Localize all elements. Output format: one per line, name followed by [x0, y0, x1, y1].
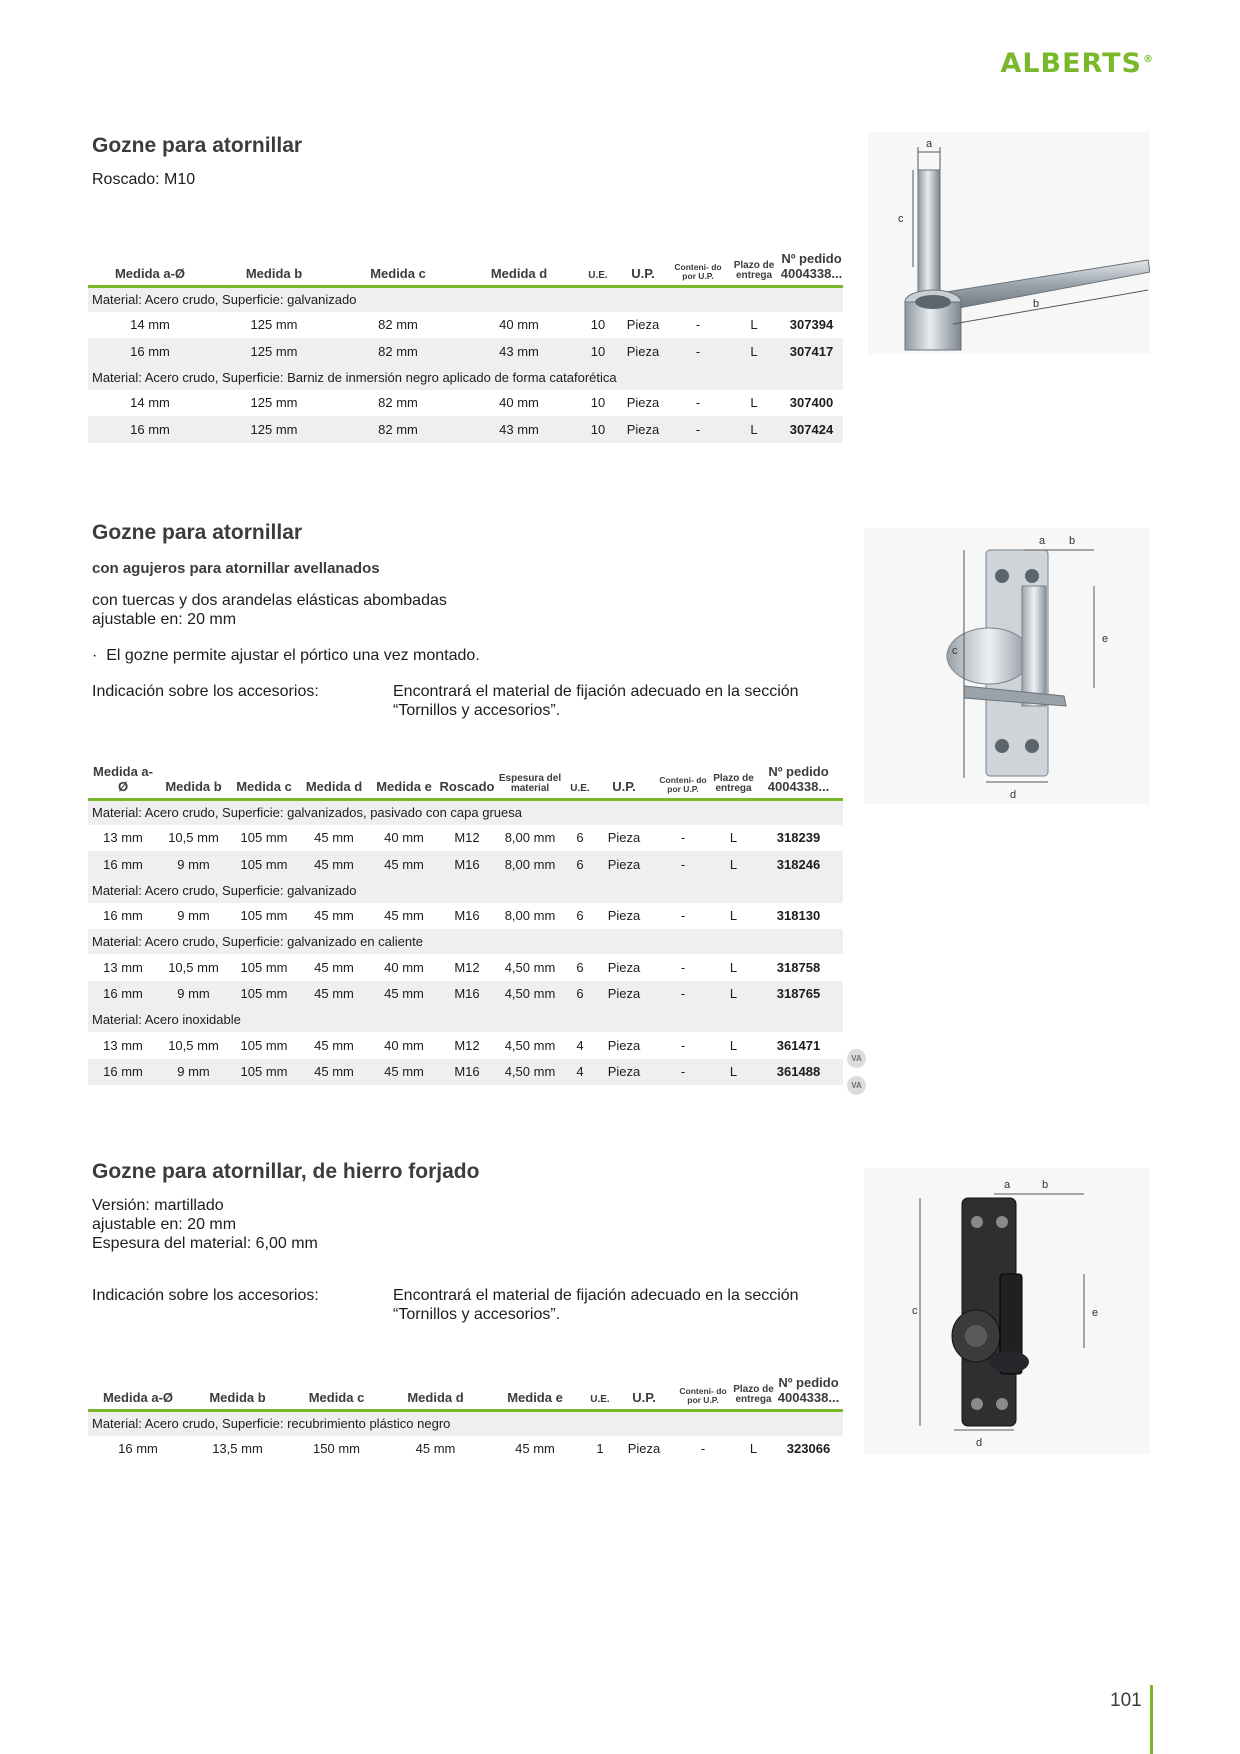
cell: 10 — [578, 416, 618, 443]
cell: L — [749, 1441, 758, 1457]
cell: 6 — [576, 908, 584, 924]
cell: 4 — [565, 1059, 595, 1086]
product-table-3 — [88, 1375, 843, 1462]
dim-label-a: a — [1039, 535, 1046, 547]
col-header: Conteni- do por U.P. — [659, 775, 707, 794]
table-row — [88, 825, 843, 852]
dim-label-e: e — [1092, 1307, 1099, 1319]
cell: - — [680, 1037, 686, 1053]
dim-label-c: c — [898, 213, 904, 225]
col-header: Medida e — [507, 1390, 563, 1405]
accessory-text: Encontrará el material de fijación adecuado en la sección “Tornillos y accesorios”. — [393, 683, 799, 719]
cell: 45 mm — [369, 981, 439, 1008]
cell: 13 mm — [103, 830, 143, 846]
cell: - — [680, 959, 686, 975]
col-header: Medida d — [490, 266, 548, 281]
cell: 4,50 mm — [495, 1059, 565, 1086]
product-image-forged-hinge — [864, 1168, 1150, 1454]
order-number: 318239 — [776, 830, 821, 846]
accessory-label: Indicación sobre los accesorios: — [92, 1287, 319, 1304]
material-row: Material: Acero crudo, Superficie: galvanizados, pasivado con capa gruesa — [88, 800, 843, 825]
col-header: Medida c — [308, 1390, 365, 1405]
cell: 9 mm — [158, 981, 229, 1008]
cell: M16 — [454, 908, 480, 924]
va-stainless-badge: VA — [847, 1049, 866, 1068]
col-header: U.P. — [631, 266, 655, 281]
cell: 105 mm — [229, 981, 299, 1008]
cell: - — [653, 851, 713, 878]
cell: 6 — [565, 981, 595, 1008]
cell: 45 mm — [299, 1059, 369, 1086]
spec-line: Roscado: M10 — [92, 171, 196, 188]
cell: 16 mm — [118, 1441, 158, 1457]
cell: 10,5 mm — [168, 1037, 219, 1053]
cell: Pieza — [626, 317, 660, 333]
table-row — [88, 1059, 843, 1086]
cell: L — [713, 981, 754, 1008]
order-number: 307417 — [780, 338, 843, 365]
cell: Pieza — [595, 851, 653, 878]
cell: 4,50 mm — [504, 1037, 556, 1053]
table-row — [88, 1032, 843, 1059]
section-2 — [92, 521, 844, 720]
cell: - — [695, 395, 701, 411]
cell: 40 mm — [384, 1037, 424, 1053]
product-image-hinge-plate — [864, 528, 1150, 804]
cell: 10 — [590, 317, 606, 333]
cell: 45 mm — [415, 1441, 456, 1457]
cell: 9 mm — [177, 908, 210, 924]
cell: 40 mm — [499, 317, 539, 333]
cell: 14 mm — [130, 317, 170, 333]
col-header: U.E. — [570, 783, 590, 794]
cell: - — [668, 338, 728, 365]
material-row: Material: Acero crudo, Superficie: recubrimiento plástico negro — [88, 1411, 843, 1436]
cell: 125 mm — [212, 416, 336, 443]
cell: M16 — [439, 981, 495, 1008]
order-number: 318758 — [776, 959, 821, 975]
material-row: Material: Acero crudo, Superficie: Barniz de inmersión negro aplicado de forma cataforética — [88, 365, 843, 390]
cell: 43 mm — [460, 338, 578, 365]
col-header: Nº pedido 4004338... — [777, 1375, 840, 1405]
order-number: 318765 — [754, 981, 843, 1008]
page-number-bar — [1150, 1685, 1153, 1754]
col-header: Plazo de entrega — [733, 1384, 774, 1405]
order-number: 318130 — [776, 908, 821, 924]
col-header: U.E. — [588, 270, 608, 281]
product-table-1 — [88, 251, 843, 443]
cell: Pieza — [607, 908, 641, 924]
cell: 10 — [590, 395, 606, 411]
cell: L — [729, 908, 738, 924]
bullet-text: El gozne permite ajustar el pórtico una vez montado. — [106, 647, 480, 664]
dim-label-c: c — [912, 1305, 918, 1317]
spec-line: Espesura del material: 6,00 mm — [92, 1235, 318, 1252]
spec-line: Versión: martillado — [92, 1197, 224, 1214]
section-title: Gozne para atornillar, de hierro forjado — [92, 1160, 480, 1183]
dim-label-b: b — [1033, 298, 1040, 310]
cell: 4,50 mm — [495, 981, 565, 1008]
cell: 16 mm — [103, 908, 143, 924]
col-header: Medida c — [370, 266, 426, 281]
cell: 105 mm — [240, 1037, 288, 1053]
cell: 13 mm — [103, 959, 143, 975]
spec-line: ajustable en: 20 mm — [92, 611, 237, 628]
dim-label-b: b — [1042, 1179, 1049, 1191]
cell: M12 — [454, 830, 480, 846]
cell: M12 — [454, 959, 480, 975]
cell: Pieza — [607, 830, 641, 846]
material-row: Material: Acero crudo, Superficie: galvanizado — [88, 287, 843, 312]
cell: L — [713, 851, 754, 878]
cell: - — [680, 830, 686, 846]
cell: 16 mm — [88, 981, 158, 1008]
cell: - — [653, 981, 713, 1008]
cell: 125 mm — [250, 317, 298, 333]
cell: 4,50 mm — [504, 959, 556, 975]
cell: 16 mm — [88, 416, 212, 443]
cell: 10,5 mm — [168, 959, 219, 975]
section-title: Gozne para atornillar — [92, 521, 303, 544]
cell: 125 mm — [212, 338, 336, 365]
cell: M16 — [439, 1059, 495, 1086]
section-3 — [92, 1160, 844, 1324]
cell: L — [729, 959, 738, 975]
cell: Pieza — [595, 1059, 653, 1086]
cell: L — [729, 830, 738, 846]
cell: 45 mm — [314, 959, 354, 975]
cell: 105 mm — [240, 830, 288, 846]
table-row — [88, 954, 843, 981]
col-header: U.P. — [632, 1390, 656, 1405]
order-number: 323066 — [786, 1441, 831, 1457]
cell: L — [750, 395, 758, 411]
cell: 1 — [596, 1441, 604, 1457]
order-number: 361471 — [776, 1037, 821, 1053]
hinge-plate-drawing — [864, 528, 1150, 804]
table-row — [88, 851, 843, 878]
cell: 4 — [576, 1037, 584, 1053]
cell: M12 — [454, 1037, 480, 1053]
cell: 105 mm — [229, 851, 299, 878]
table-header — [88, 764, 843, 800]
col-header: Medida b — [245, 266, 303, 281]
cell: Pieza — [618, 416, 668, 443]
table-row — [88, 338, 843, 365]
spec-line: ajustable en: 20 mm — [92, 1216, 237, 1233]
cell: 125 mm — [250, 395, 298, 411]
order-number: 307400 — [789, 395, 834, 411]
cell: Pieza — [627, 1441, 661, 1457]
cell: 16 mm — [88, 851, 158, 878]
table-row — [88, 312, 843, 339]
product-table-2 — [88, 764, 843, 1085]
col-header: Medida b — [209, 1390, 266, 1405]
col-header: Medida a-Ø — [114, 266, 186, 281]
table-row — [88, 416, 843, 443]
cell: 6 — [576, 959, 584, 975]
cell: L — [728, 416, 780, 443]
hinge-pin-drawing — [868, 132, 1150, 354]
cell: 105 mm — [229, 1059, 299, 1086]
dim-label-c: c — [952, 645, 958, 657]
material-row: Material: Acero crudo, Superficie: galvanizado en caliente — [88, 929, 843, 954]
cell: 82 mm — [336, 416, 460, 443]
cell: L — [728, 338, 780, 365]
col-header: Medida a-Ø — [102, 1390, 174, 1405]
cell: 14 mm — [130, 395, 170, 411]
product-image-hinge-pin — [868, 132, 1150, 354]
order-number: 307394 — [789, 317, 834, 333]
cell: L — [729, 1037, 738, 1053]
cell: M16 — [439, 851, 495, 878]
dim-label-a: a — [1004, 1179, 1011, 1191]
cell: 150 mm — [313, 1441, 360, 1457]
cell: 8,00 mm — [504, 830, 556, 846]
col-header: Nº pedido 4004338... — [767, 764, 830, 794]
page-number: 101 — [1110, 1690, 1142, 1711]
dim-label-d: d — [1010, 789, 1017, 801]
cell: 45 mm — [369, 851, 439, 878]
cell: 45 mm — [314, 1037, 354, 1053]
cell: 40 mm — [384, 959, 424, 975]
col-header: Medida d — [305, 779, 363, 794]
dim-label-e: e — [1102, 633, 1109, 645]
cell: 13,5 mm — [212, 1441, 263, 1457]
order-number: 318246 — [754, 851, 843, 878]
cell: 105 mm — [240, 908, 288, 924]
section-subtitle: con agujeros para atornillar avellanados — [92, 560, 380, 577]
cell: 82 mm — [336, 338, 460, 365]
cell: 40 mm — [384, 830, 424, 846]
cell: 9 mm — [158, 851, 229, 878]
bullet-item: · El gozne permite ajustar el pórtico una vez montado. — [92, 647, 480, 664]
cell: - — [653, 1059, 713, 1086]
material-row: Material: Acero crudo, Superficie: galvanizado — [88, 878, 843, 903]
col-header: Roscado — [439, 779, 495, 794]
table-header — [88, 1375, 843, 1411]
cell: 45 mm — [314, 908, 354, 924]
forged-hinge-drawing — [864, 1168, 1150, 1454]
cell: L — [750, 317, 758, 333]
cell: 40 mm — [499, 395, 539, 411]
cell: 8,00 mm — [495, 851, 565, 878]
cell: 6 — [576, 830, 584, 846]
cell: - — [680, 908, 686, 924]
col-header: Medida e — [376, 779, 432, 794]
cell: 45 mm — [314, 830, 354, 846]
col-header: Medida d — [407, 1390, 464, 1405]
cell: Pieza — [595, 981, 653, 1008]
cell: 10 — [578, 338, 618, 365]
cell: - — [668, 416, 728, 443]
cell: 45 mm — [384, 908, 424, 924]
col-header: Plazo de entrega — [713, 773, 754, 794]
order-number: 361488 — [754, 1059, 843, 1086]
cell: 43 mm — [460, 416, 578, 443]
section-title: Gozne para atornillar — [92, 134, 303, 157]
accessory-label: Indicación sobre los accesorios: — [92, 683, 319, 700]
col-header: Nº pedido 4004338... — [780, 251, 843, 281]
dim-label-d: d — [976, 1437, 983, 1449]
cell: 6 — [565, 851, 595, 878]
col-header: Conteni- do por U.P. — [674, 262, 722, 281]
cell: 16 mm — [88, 1059, 158, 1086]
cell: 9 mm — [158, 1059, 229, 1086]
cell: 10,5 mm — [168, 830, 219, 846]
va-stainless-badge: VA — [847, 1076, 866, 1095]
table-header — [88, 251, 843, 287]
accessory-note — [92, 682, 844, 720]
cell: Pieza — [626, 395, 660, 411]
col-header: Conteni- do por U.P. — [679, 1386, 727, 1405]
brand-logo: ALBERTS® — [1000, 48, 1154, 79]
table-row — [88, 981, 843, 1008]
cell: 45 mm — [299, 851, 369, 878]
col-header: Plazo de entrega — [733, 260, 775, 281]
col-header: Medida b — [165, 779, 222, 794]
table-row — [88, 1436, 843, 1463]
order-number: 307424 — [780, 416, 843, 443]
cell: 105 mm — [240, 959, 288, 975]
cell: 45 mm — [299, 981, 369, 1008]
cell: 13 mm — [103, 1037, 143, 1053]
col-header: Medida a-Ø — [93, 764, 153, 794]
cell: Pieza — [607, 1037, 641, 1053]
accessory-note — [92, 1286, 844, 1324]
dim-label-b: b — [1069, 535, 1076, 547]
col-header: U.E. — [590, 1394, 610, 1405]
material-row: Material: Acero inoxidable — [88, 1007, 843, 1032]
cell: - — [700, 1441, 706, 1457]
cell: 45 mm — [515, 1441, 555, 1457]
cell: Pieza — [618, 338, 668, 365]
cell: L — [713, 1059, 754, 1086]
cell: 45 mm — [369, 1059, 439, 1086]
cell: 82 mm — [378, 317, 418, 333]
cell: 82 mm — [378, 395, 418, 411]
cell: - — [695, 317, 701, 333]
dim-label-a: a — [926, 138, 933, 150]
col-header: Medida c — [236, 779, 292, 794]
spec-line: con tuercas y dos arandelas elásticas abombadas — [92, 592, 447, 609]
accessory-text: Encontrará el material de fijación adecuado en la sección “Tornillos y accesorios”. — [393, 1287, 799, 1323]
cell: 8,00 mm — [504, 908, 556, 924]
section-1 — [92, 134, 844, 189]
table-row — [88, 390, 843, 417]
col-header: Espesura del material — [498, 773, 562, 794]
table-row — [88, 903, 843, 930]
cell: 16 mm — [88, 338, 212, 365]
cell: Pieza — [607, 959, 641, 975]
col-header: U.P. — [612, 779, 636, 794]
